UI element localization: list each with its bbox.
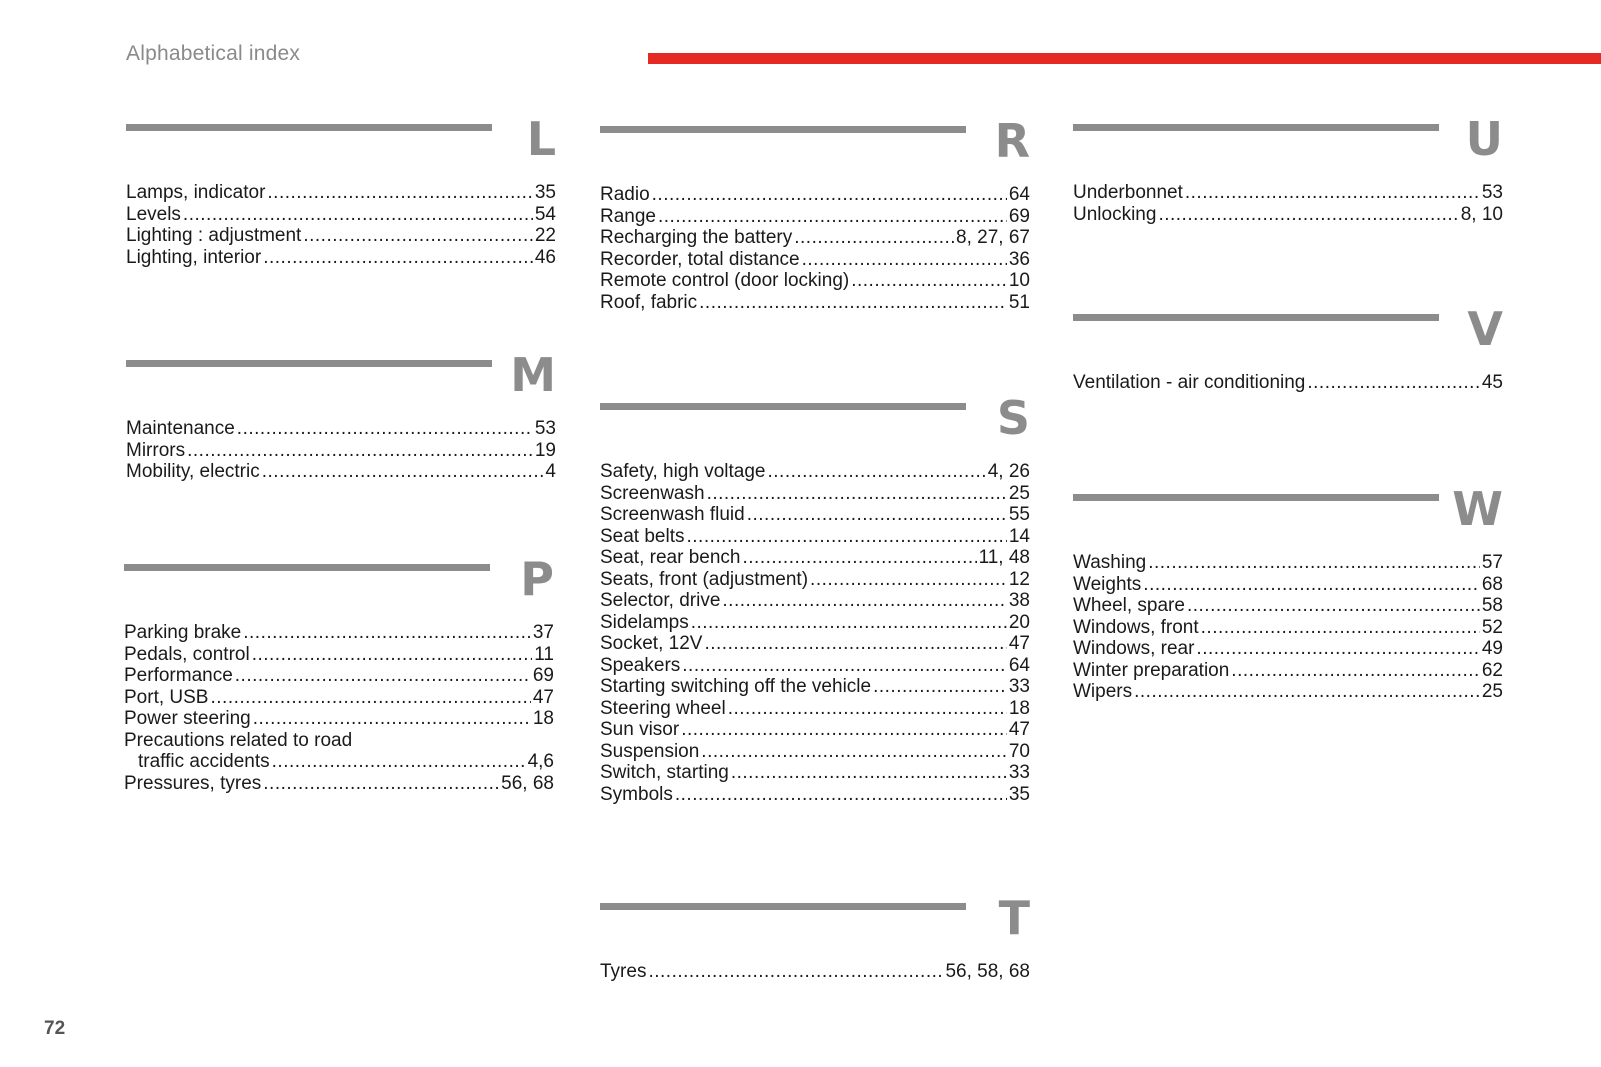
leader-dots	[210, 687, 530, 709]
index-entry-label: Recorder, total distance	[600, 248, 800, 270]
index-entry-page: 56, 58, 68	[945, 961, 1030, 982]
index-entry	[600, 504, 1030, 526]
leader-dots	[648, 961, 943, 983]
leader-dots	[267, 182, 532, 204]
index-entry	[600, 292, 1030, 314]
section-letter: U	[1465, 112, 1503, 166]
section-header	[124, 552, 554, 622]
index-entry	[1073, 681, 1503, 703]
index-entry-label: Range	[600, 205, 656, 227]
leader-dots	[704, 633, 1006, 655]
index-entry-label: traffic accidents	[138, 751, 270, 772]
section-letter: R	[994, 114, 1030, 168]
leader-dots	[1196, 638, 1479, 660]
section-header	[1073, 302, 1503, 372]
index-entry	[600, 227, 1030, 249]
index-entry-page: 4,6	[527, 751, 554, 772]
section-letter: W	[1452, 482, 1503, 536]
index-entry-label: Ventilation - air conditioning	[1073, 372, 1306, 393]
index-entry-page: 56, 68	[501, 772, 554, 794]
index-entry-page: 53	[534, 418, 556, 439]
leader-dots	[873, 676, 1007, 698]
leader-dots	[851, 270, 1007, 292]
page-number: 72	[44, 1018, 66, 1039]
index-entry-page: 51	[1008, 291, 1030, 313]
index-entry	[124, 751, 554, 773]
index-entry-page: 12	[1008, 568, 1030, 590]
index-entry	[1073, 372, 1503, 394]
index-entry-label: Steering wheel	[600, 697, 726, 719]
index-entry-label: Wipers	[1073, 681, 1133, 702]
index-entry-page: 45	[1481, 372, 1503, 393]
section-U	[1073, 112, 1503, 225]
index-entry	[600, 590, 1030, 612]
index-entry	[600, 249, 1030, 271]
index-entry-page: 57	[1481, 552, 1503, 573]
leader-dots	[691, 612, 1007, 634]
page-header-title: Alphabetical index	[126, 42, 301, 65]
index-entry	[600, 526, 1030, 548]
leader-dots	[1143, 574, 1480, 596]
leader-dots	[810, 569, 1007, 591]
index-entry-label: Remote control (door locking)	[600, 270, 850, 291]
leader-dots	[687, 526, 1007, 548]
index-entry-page: 64	[1008, 184, 1030, 205]
index-entry-label: Pressures, tyres	[124, 772, 262, 794]
index-entry	[1073, 595, 1503, 617]
section-letter: P	[520, 552, 554, 606]
index-entry-label: Suspension	[600, 740, 700, 762]
index-entry-label: Switch, starting	[600, 762, 729, 783]
index-entry-label: Pedals, control	[124, 643, 250, 665]
index-entry-page: 69	[1008, 205, 1030, 227]
index-entry	[124, 622, 554, 644]
index-entry	[600, 698, 1030, 720]
index-entry	[126, 182, 556, 204]
index-entry-label: Tyres	[600, 961, 647, 982]
section-rule	[1073, 494, 1439, 501]
index-entry	[600, 762, 1030, 784]
index-entry-label: Seats, front (adjustment)	[600, 568, 809, 590]
index-entry-label: Socket, 12V	[600, 633, 703, 654]
section-header	[1073, 482, 1503, 552]
index-entry-label: Unlocking	[1073, 203, 1157, 225]
leader-dots	[1201, 617, 1480, 639]
index-entry	[600, 633, 1030, 655]
leader-dots	[1231, 660, 1480, 682]
index-entry-page: 52	[1481, 616, 1503, 638]
section-letter: L	[526, 112, 556, 166]
index-entry-page: 11	[534, 643, 554, 665]
index-entry	[600, 655, 1030, 677]
section-header	[600, 391, 1030, 461]
index-entry-page: 36	[1008, 248, 1030, 270]
index-entry-label: Winter preparation	[1073, 659, 1230, 681]
leader-dots	[1134, 681, 1480, 703]
index-entry-page: 8, 27, 67	[956, 227, 1030, 248]
section-header	[126, 348, 556, 418]
index-entry-page: 22	[534, 225, 556, 246]
index-entry	[126, 440, 556, 462]
index-entry-label: Screenwash	[600, 482, 705, 504]
index-entry-label: Wheel, spare	[1073, 595, 1185, 616]
index-entry-page: 47	[532, 686, 554, 708]
leader-dots	[701, 741, 1007, 763]
leader-dots	[263, 247, 533, 269]
index-entry-page: 47	[1008, 633, 1030, 654]
leader-dots	[699, 292, 1007, 314]
leader-dots	[235, 665, 531, 687]
leader-dots	[253, 708, 531, 730]
index-entry-label: Port, USB	[124, 686, 209, 708]
leader-dots	[722, 590, 1006, 612]
index-entry-label: Roof, fabric	[600, 291, 698, 313]
index-entry-page: 58	[1481, 595, 1503, 616]
section-rule	[1073, 124, 1439, 131]
index-entry-label: Mobility, electric	[126, 461, 260, 482]
index-entry-label: Seat belts	[600, 525, 685, 547]
leader-dots	[681, 719, 1007, 741]
index-entry	[1073, 638, 1503, 660]
index-entry-label: Radio	[600, 184, 650, 205]
section-header	[126, 112, 556, 182]
section-P	[124, 552, 554, 794]
index-entry-label: Recharging the battery	[600, 227, 793, 248]
leader-dots	[658, 206, 1007, 228]
index-entry-page: 69	[532, 665, 554, 686]
index-entry-page: 8, 10	[1460, 203, 1503, 225]
index-entry-page: 25	[1481, 681, 1503, 702]
index-entry-page: 53	[1481, 182, 1503, 203]
leader-dots	[237, 418, 533, 440]
section-rule	[1073, 314, 1439, 321]
index-entry	[600, 676, 1030, 698]
section-rule	[600, 126, 966, 133]
index-entry-page: 33	[1008, 762, 1030, 783]
index-entry-label: Windows, rear	[1073, 638, 1195, 659]
index-entry-label: Seat, rear bench	[600, 547, 741, 568]
index-entry	[600, 461, 1030, 483]
index-entry-page: 18	[1008, 697, 1030, 719]
section-letter: M	[510, 348, 556, 402]
index-entry	[1073, 552, 1503, 574]
index-entry-label: Levels	[126, 203, 181, 225]
index-entry	[600, 270, 1030, 292]
section-T	[600, 891, 1030, 983]
leader-dots	[742, 547, 976, 569]
index-entry	[600, 741, 1030, 763]
index-entry-page: 20	[1008, 611, 1030, 633]
leader-dots	[1148, 552, 1480, 574]
index-entry-page: 11, 48	[978, 547, 1030, 568]
index-entry-page: 35	[534, 182, 556, 203]
index-entry	[600, 719, 1030, 741]
index-entry-label: Symbols	[600, 783, 673, 805]
index-entry-page: 70	[1008, 740, 1030, 762]
index-entry-page: 10	[1008, 270, 1030, 291]
index-entry	[126, 204, 556, 226]
index-entry-page: 4, 26	[987, 461, 1030, 482]
index-entry-page: 19	[534, 439, 556, 461]
leader-dots	[1185, 182, 1480, 204]
index-entry-label: Lighting, interior	[126, 246, 262, 268]
leader-dots	[252, 644, 533, 666]
index-entry-page: 46	[534, 246, 556, 268]
section-S	[600, 391, 1030, 805]
index-entry-label: Speakers	[600, 654, 681, 676]
index-entry	[1073, 660, 1503, 682]
section-letter: V	[1467, 302, 1503, 356]
leader-dots	[767, 461, 985, 483]
section-header	[1073, 112, 1503, 182]
index-entry-page: 68	[1481, 573, 1503, 595]
index-entry-page: 47	[1008, 719, 1030, 740]
index-entry-page: 64	[1008, 654, 1030, 676]
leader-dots	[728, 698, 1007, 720]
leader-dots	[682, 655, 1007, 677]
index-entry-label: Selector, drive	[600, 590, 721, 611]
index-entry-label: Sun visor	[600, 719, 680, 740]
section-V	[1073, 302, 1503, 394]
section-letter: T	[998, 891, 1030, 945]
leader-dots	[802, 249, 1007, 271]
index-entry-label: Parking brake	[124, 622, 242, 643]
index-entry-label: Screenwash fluid	[600, 504, 745, 525]
index-entry-label: Lighting : adjustment	[126, 225, 302, 246]
index-entry-page: 55	[1008, 504, 1030, 525]
index-entry-label: Performance	[124, 665, 233, 686]
index-entry-page: 37	[532, 622, 554, 643]
section-header	[600, 891, 1030, 961]
index-entry-label: Lamps, indicator	[126, 182, 266, 203]
index-entry-page: 14	[1008, 525, 1030, 547]
index-entry-label: Washing	[1073, 552, 1147, 573]
index-entry-label: Sidelamps	[600, 611, 689, 633]
leader-dots	[1158, 204, 1458, 226]
index-entry-page: 49	[1481, 638, 1503, 659]
index-entry	[1073, 204, 1503, 226]
index-entry-page: 62	[1481, 659, 1503, 681]
index-entry-page: 33	[1008, 676, 1030, 697]
index-entry-page: 35	[1008, 783, 1030, 805]
section-rule	[126, 124, 492, 131]
header-accent-bar	[648, 53, 1601, 64]
index-entry-page: 4	[545, 461, 556, 482]
index-entry	[124, 687, 554, 709]
leader-dots	[183, 204, 533, 226]
index-entry-label: Starting switching off the vehicle	[600, 676, 872, 697]
index-entry	[600, 961, 1030, 983]
section-rule	[126, 360, 492, 367]
index-entry-label: Windows, front	[1073, 616, 1199, 638]
index-entry	[124, 644, 554, 666]
index-entry	[126, 247, 556, 269]
index-entry	[124, 708, 554, 730]
leader-dots	[272, 751, 526, 773]
index-entry-label: Safety, high voltage	[600, 461, 766, 482]
section-letter: S	[996, 391, 1030, 445]
index-entry	[1073, 182, 1503, 204]
section-rule	[600, 903, 966, 910]
index-entry-label: Mirrors	[126, 439, 186, 461]
index-entry	[600, 483, 1030, 505]
index-entry-label: Underbonnet	[1073, 182, 1183, 203]
index-entry-label: Weights	[1073, 573, 1142, 595]
index-entry	[600, 206, 1030, 228]
section-R	[600, 114, 1030, 313]
leader-dots	[262, 461, 544, 483]
index-entry	[600, 569, 1030, 591]
leader-dots	[243, 622, 531, 644]
section-W	[1073, 482, 1503, 703]
leader-dots	[652, 184, 1007, 206]
leader-dots	[1187, 595, 1480, 617]
index-entry-page: 54	[534, 203, 556, 225]
index-entry	[126, 418, 556, 440]
index-entry	[600, 612, 1030, 634]
leader-dots	[187, 440, 533, 462]
leader-dots	[1307, 372, 1479, 394]
leader-dots	[794, 227, 954, 249]
index-entry	[600, 184, 1030, 206]
index-entry	[126, 461, 556, 483]
index-entry	[126, 225, 556, 247]
leader-dots	[263, 773, 499, 795]
leader-dots	[303, 225, 533, 247]
leader-dots	[707, 483, 1007, 505]
index-entry	[1073, 574, 1503, 596]
index-entry-page: 18	[532, 708, 554, 729]
index-entry-label-line1: Precautions related to road	[124, 729, 353, 751]
index-entry-label: Maintenance	[126, 418, 235, 439]
index-entry	[124, 665, 554, 687]
index-entry	[600, 784, 1030, 806]
section-rule	[600, 403, 966, 410]
index-entry-label: Power steering	[124, 708, 251, 729]
index-entry	[600, 547, 1030, 569]
index-entry	[124, 773, 554, 795]
section-M	[126, 348, 556, 483]
section-rule	[124, 564, 490, 571]
index-entry-page: 25	[1008, 482, 1030, 504]
section-L	[126, 112, 556, 268]
index-entry	[1073, 617, 1503, 639]
index-entry-page: 38	[1008, 590, 1030, 611]
section-header	[600, 114, 1030, 184]
leader-dots	[731, 762, 1007, 784]
leader-dots	[747, 504, 1007, 526]
leader-dots	[675, 784, 1007, 806]
